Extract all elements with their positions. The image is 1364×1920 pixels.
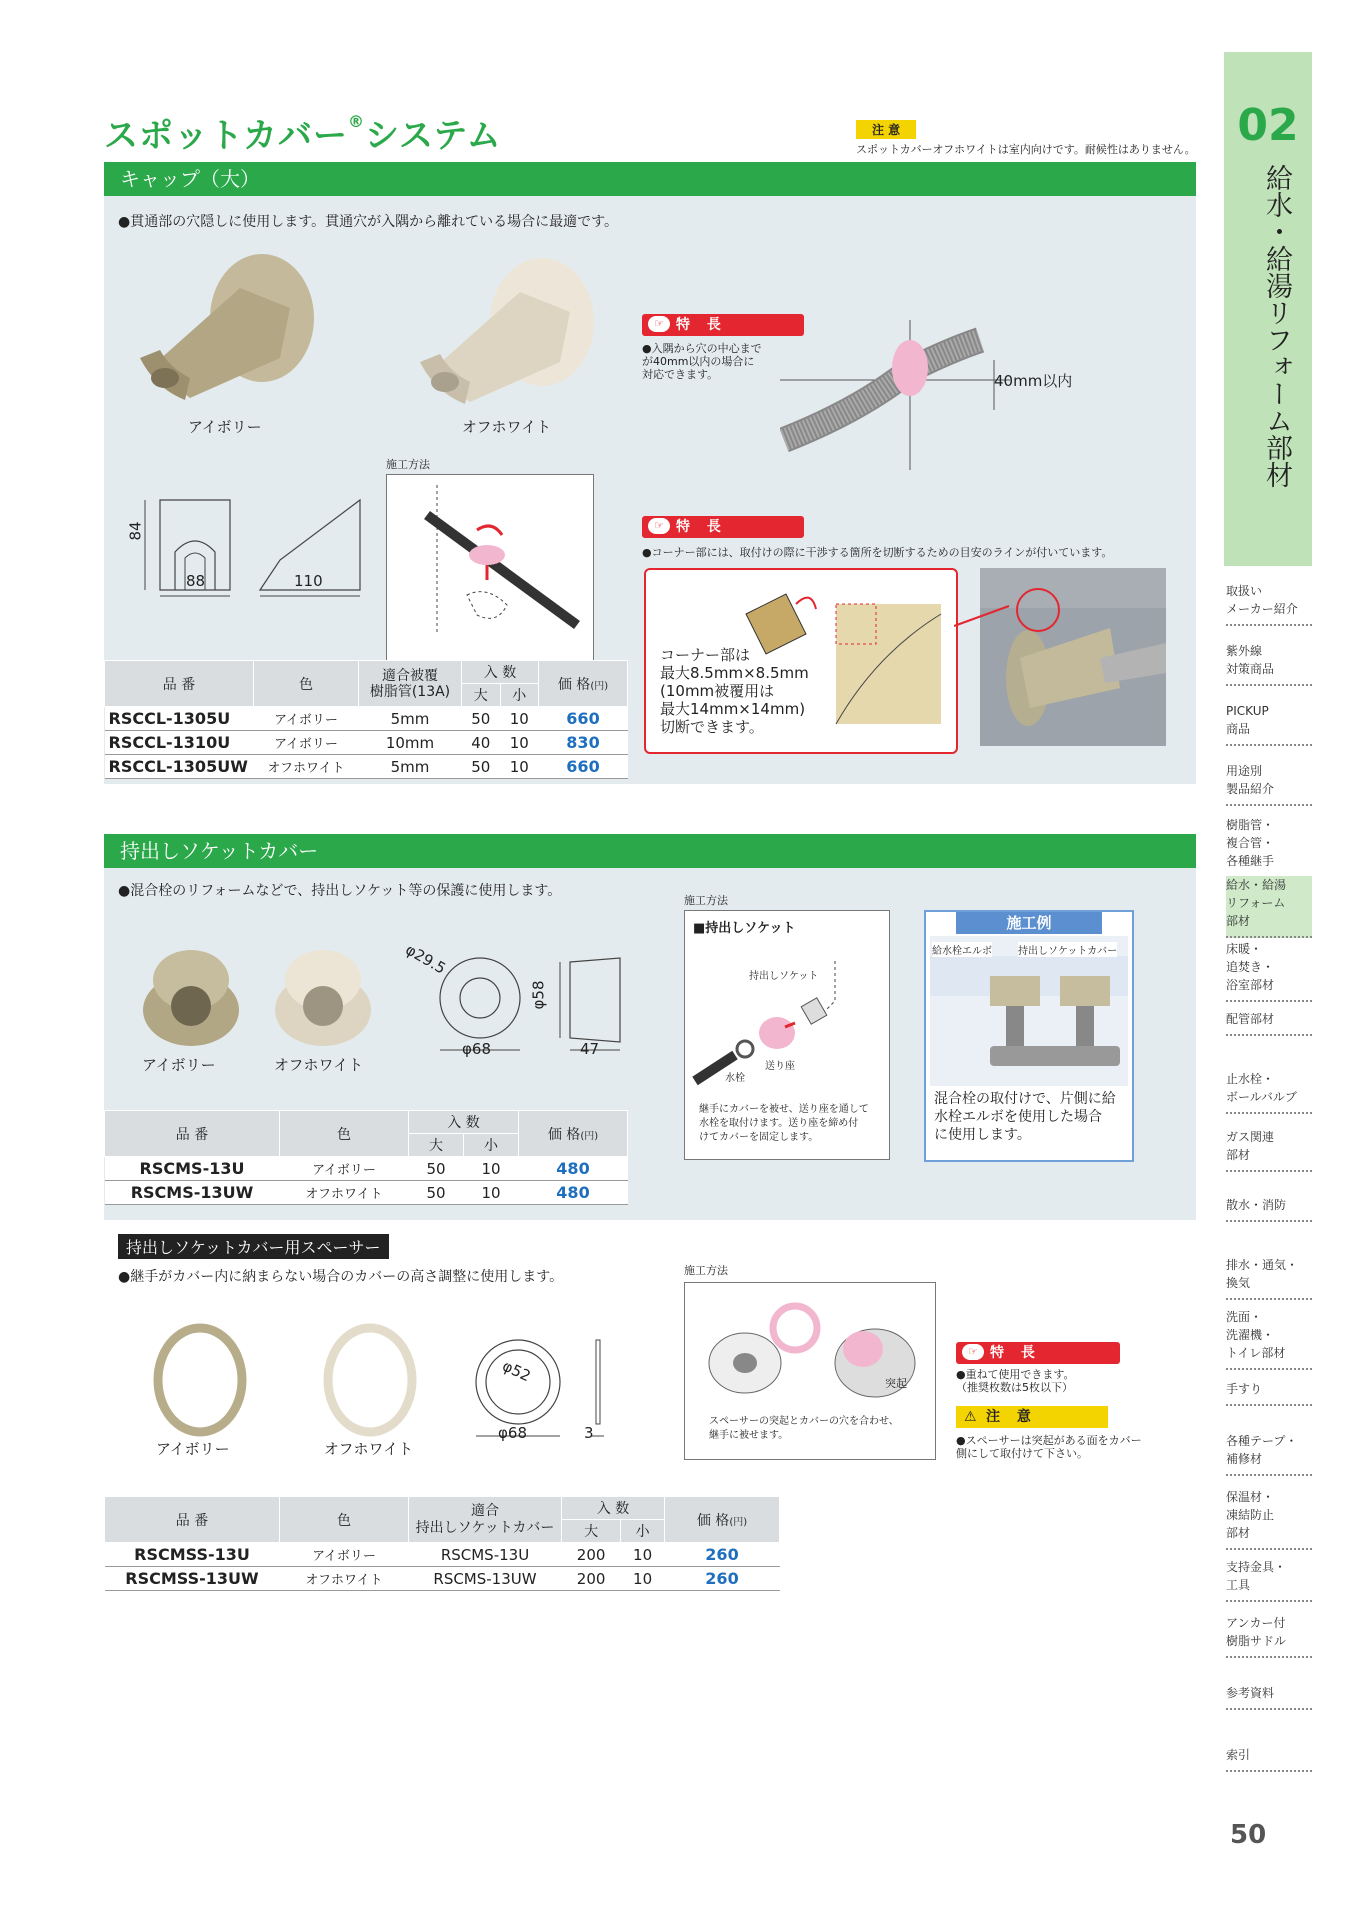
spacer-method-text: スペーサーの突起とカバーの穴を合わせ、 継手に被せます。 [709,1416,899,1441]
th-small: 小 [464,1134,519,1157]
spacer-white-label: オフホワイト [324,1440,414,1458]
sidebar-nav-item[interactable]: アンカー付 樹脂サドル [1226,1614,1312,1658]
socket-dim-phi-big: φ68 [462,1040,491,1058]
section-cap-heading: キャップ（大） [104,162,1196,196]
sidebar-nav-item[interactable]: 樹脂管・ 複合管・ 各種継手 [1226,816,1312,878]
spacer-feature-text: ●重ねて使用できます。 （推奨枚数は5枚以下） [956,1368,1075,1394]
th-qty: 入 数 [462,661,539,684]
warning-icon: ⚠ [964,1409,977,1425]
sidebar-nav-item[interactable]: 手すり [1226,1380,1312,1406]
install-example-title: 施工例 [956,912,1102,934]
spacer-dim-thickness: 3 [584,1424,594,1442]
socket-method-label: 施工方法 [684,894,728,907]
cap-dim-height: 84 [126,521,145,541]
cap-method-label: 施工方法 [386,458,430,471]
protrusion-label: 突起 [885,1377,907,1390]
cap-dim-depth: 110 [294,572,323,590]
th-big: 大 [462,684,501,707]
th-price: 価 格(円) [519,1111,628,1157]
socket-ivory-image [136,940,246,1050]
th-code: 品 番 [105,661,254,707]
th-price: 価 格(円) [539,661,628,707]
caution-badge: 注 意 [856,120,916,139]
cap-feature1-illustration [780,320,1010,470]
socket-dim-depth: 47 [580,1040,600,1058]
sidebar-nav-item[interactable]: 給水・給湯 リフォーム 部材 [1226,876,1312,938]
spacer-method-box [684,1282,936,1460]
hand-point-icon: ☞ [648,316,670,332]
cap-dim-width: 88 [186,572,206,590]
sidebar-nav-item[interactable]: PICKUP 商品 [1226,702,1312,746]
sidebar-nav-item[interactable]: ガス関連 部材 [1226,1128,1312,1172]
corner-note: コーナー部は 最大8.5mm×8.5mm (10mm被覆用は 最大14mm×14mm) 切断できます。 [660,646,809,736]
th-fit: 適合 持出しソケットカバー [409,1497,562,1543]
th-qty: 入 数 [409,1111,519,1134]
section-spacer-heading: 持出しソケットカバー用スペーサー [118,1234,389,1259]
socket-method-text: 継手にカバーを被せ、送り座を通して 水栓を取付けます。送り座を締め付 けてカバーを固定します。 [699,1104,869,1143]
th-small: 小 [621,1520,665,1543]
table-row: RSCCL-1305U アイボリー 5mm 50 10 660 [105,707,628,731]
install-example-illustration [930,936,1128,1086]
callout-line [954,596,1014,636]
page-number: 50 [1230,1820,1267,1850]
spacer-spec-table [104,1496,780,1591]
socket-part-label: 持出しソケット [749,971,819,982]
spacer-white-image [320,1320,420,1440]
install-example-text: 混合栓の取付けで、片側に給 水栓エルボを使用した場合 に使用します。 [934,1091,1116,1143]
sidebar-nav-item[interactable]: 保温材・ 凍結防止 部材 [1226,1488,1312,1550]
spacer-ivory-image [150,1320,250,1440]
sidebar-nav-item[interactable]: 紫外線 対策商品 [1226,642,1312,686]
th-qty: 入 数 [562,1497,665,1520]
cap-ivory-label: アイボリー [188,418,262,436]
faucet-part-label: 水栓 [725,1073,745,1084]
cap-spec-table [104,660,628,779]
cap-method-illustration [387,475,593,675]
spacer-dimension-drawing [468,1336,618,1446]
th-color: 色 [280,1111,409,1157]
cap-white-image [406,252,596,412]
section-socket-heading: 持出しソケットカバー [104,834,1196,868]
spacer-dim-outer: φ68 [498,1424,527,1442]
th-color: 色 [280,1497,409,1543]
th-price: 価 格(円) [665,1497,780,1543]
socket-dim-height: φ58 [529,980,548,1010]
sidebar-nav-item[interactable]: 散水・消防 [1226,1196,1312,1222]
socket-spec-table [104,1110,628,1205]
th-code: 品 番 [105,1497,280,1543]
spacer-feature-badge: ☞ 特 長 [956,1342,1120,1364]
sidebar-nav-item[interactable]: 各種テープ・ 補修材 [1226,1432,1312,1476]
table-row: RSCMS-13U アイボリー 50 10 480 [105,1157,628,1181]
cap-white-label: オフホワイト [462,418,552,436]
caution-text: スポットカバーオフホワイトは室内向けです。耐候性はありません。 [856,143,1196,156]
cap-dim-40: 40mm以内 [994,372,1073,390]
socket-white-image [268,940,378,1050]
cap-method-box [386,474,594,676]
sidebar-chapter-number: 02 [1237,100,1299,151]
sidebar-nav-item[interactable]: 配管部材 [1226,1010,1312,1036]
section-cap-lead: ●貫通部の穴隠しに使用します。貫通穴が入隅から離れている場合に最適です。 [118,214,618,230]
sidebar-nav-item[interactable]: 用途別 製品紹介 [1226,762,1312,806]
cap-feature1-text: ●入隅から穴の中心まで が40mm以内の場合に 対応できます。 [642,342,762,381]
callout-circle [1016,588,1060,632]
socket-dim-phi-small: φ29.5 [402,940,449,978]
socket-ivory-label: アイボリー [142,1056,216,1074]
th-color: 色 [254,661,359,707]
section-spacer-lead: ●継手がカバー内に納まらない場合のカバーの高さ調整に使用します。 [118,1269,564,1285]
table-row: RSCMS-13UW オフホワイト 50 10 480 [105,1181,628,1205]
sidebar-nav-item[interactable]: 止水栓・ ボールバルブ [1226,1070,1312,1114]
th-fit: 適合被覆 樹脂管(13A) [359,661,462,707]
hand-point-icon: ☞ [648,518,670,534]
th-big: 大 [409,1134,464,1157]
hand-point-icon: ☞ [962,1344,984,1360]
table-row: RSCCL-1310U アイボリー 10mm 40 10 830 [105,731,628,755]
install-example-box [924,910,1134,1162]
sidebar-nav-item[interactable]: 支持金具・ 工具 [1226,1558,1312,1602]
cap-dimension-drawing [130,490,370,600]
spacer-dim-inner: φ52 [499,1356,534,1386]
spacer-warn-badge: ⚠ 注 意 [956,1406,1108,1428]
spacer-warn-text: ●スペーサーは突起がある面をカバー 側にして取付けて下さい。 [956,1434,1142,1460]
spacer-method-label: 施工方法 [684,1264,728,1277]
sidebar-chapter-title: 給水・給湯リフォーム部材 [1261,164,1292,488]
cap-ivory-image [130,248,320,408]
page-title: スポットカバー®システム [104,112,502,156]
socket-method-title: ■持出しソケット [693,921,796,936]
sidebar-nav-item[interactable]: 排水・通気・ 換気 [1226,1256,1312,1300]
sidebar-nav-item[interactable]: 床暖・ 追焚き・ 浴室部材 [1226,940,1312,1002]
cap-feature2-badge: ☞ 特 長 [642,516,804,538]
th-code: 品 番 [105,1111,280,1157]
washer-part-label: 送り座 [765,1061,795,1072]
elbow-label: 給水栓エルボ [932,942,992,957]
socket-cover-label: 持出しソケットカバー [1018,942,1117,957]
sidebar-nav-item[interactable]: 索引 [1226,1746,1312,1772]
table-row: RSCCL-1305UW オフホワイト 5mm 50 10 660 [105,755,628,779]
th-big: 大 [562,1520,621,1543]
section-socket-lead: ●混合栓のリフォームなどで、持出しソケット等の保護に使用します。 [118,883,562,899]
table-row: RSCMSS-13UW オフホワイト RSCMS-13UW 200 10 260 [105,1567,780,1591]
sidebar-nav-item[interactable]: 取扱い メーカー紹介 [1226,582,1312,626]
th-small: 小 [500,684,539,707]
sidebar-nav-item[interactable]: 参考資料 [1226,1684,1312,1710]
table-row: RSCMSS-13U アイボリー RSCMS-13U 200 10 260 [105,1543,780,1567]
spacer-ivory-label: アイボリー [156,1440,230,1458]
cap-feature1-badge: ☞ 特 長 [642,314,804,336]
corner-photo [980,568,1166,746]
socket-white-label: オフホワイト [274,1056,364,1074]
socket-method-box [684,910,890,1160]
cap-feature2-text: ●コーナー部には、取付けの際に干渉する箇所を切断するための目安のラインが付いています。 [642,546,1113,559]
sidebar-nav-item[interactable]: 洗面・ 洗濯機・ トイレ部材 [1226,1308,1312,1370]
